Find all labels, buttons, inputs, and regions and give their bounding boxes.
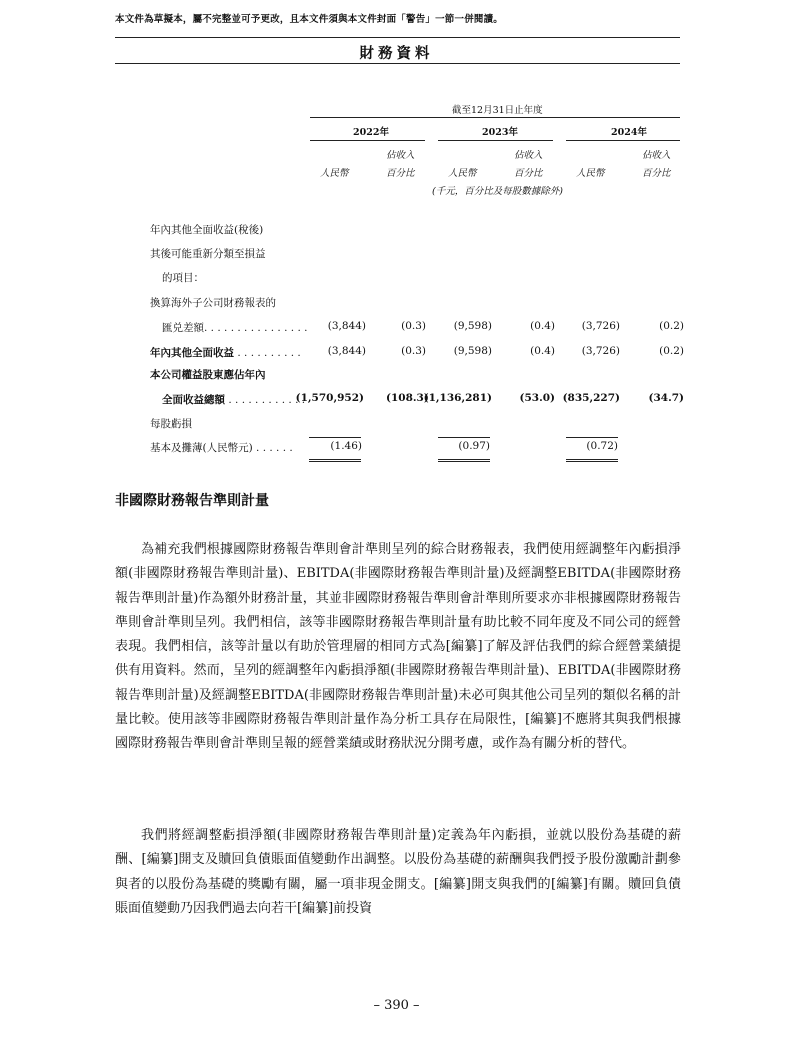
- col-rmb-2023: 人民幣: [448, 168, 477, 179]
- subheading: 非國際財務報告準則計量: [115, 493, 269, 509]
- col-pct-line1-2022: 佔收入: [386, 150, 415, 161]
- col-pct-line1-2023: 佔收入: [514, 150, 543, 161]
- cell-value: (3,844): [327, 345, 366, 357]
- subtotal-rule-2024: [566, 437, 618, 438]
- cell-value: (835,227): [562, 392, 620, 404]
- paragraph-text: 為補充我們根據國際財務報告準則會計準則呈列的綜合財務報表，我們使用經調整年內虧損淨額(非國際財務報告準則計量)、EBITDA(非國際財務報告準則計量)及經調整EBITDA(非國際財務報告準則計量)作為額外財務計量，其並非國際財務報告準則會計準則所要求亦非根據國際財務報告準則會計準則呈列。我們相信，該等非國際財務報告準則計量有助比較不同年度及不同公司的經營表現。我們相信，該等計量以有助於管理層的相同方式為[編纂]了解及評估我們的綜合經營業績提供有用資料。然而，呈列的經調整年內虧損淨額(非國際財務報告準則計量)、EBITDA(非國際財務報告準則計量)及經調整EBITDA(非國際財務報告準則計量)未必可與其他公司呈列的類似名稱的計量比較。使用該等非國際財務報告準則計量作為分析工具存在局限性，[編纂]不應將其與我們根據國際財務報告準則會計準則呈報的經營業績或財務狀況分開考慮，或作為有關分析的替代。: [115, 542, 681, 752]
- paragraph-2: [115, 824, 681, 921]
- row-label-bold: 全面收益總額: [162, 394, 225, 406]
- cell-value: (1,136,281): [423, 392, 492, 404]
- period-header: 截至12月31日止年度: [452, 105, 543, 116]
- subtotal-rule-2022: [309, 437, 361, 438]
- col-pct-line1-2024: 佔收入: [642, 150, 671, 161]
- period-header-rule: [310, 117, 680, 118]
- year-rule-2023: [438, 140, 553, 141]
- cell-pct: (34.7): [648, 392, 684, 404]
- cell-pct: (0.3): [401, 320, 426, 332]
- header-rule-bottom: [115, 63, 680, 64]
- row-label: 換算海外子公司財務報表的: [150, 297, 276, 309]
- cell-value: (9,598): [453, 320, 492, 332]
- year-header-2024: 2024年: [611, 127, 647, 138]
- row-label: 每股虧損: [150, 418, 192, 430]
- year-header-2023: 2023年: [482, 127, 518, 138]
- total-double-rule-2024: [566, 459, 618, 462]
- cell-pct: (108.3): [386, 392, 429, 404]
- row-leader-dots: . . . . . . . . . .: [234, 347, 301, 359]
- cell-pct: (0.2): [659, 345, 684, 357]
- row-leader-dots: . . . . . . . . . . . .: [225, 394, 306, 406]
- cell-value: (0.72): [586, 440, 618, 452]
- row-label: 匯兑差額. . . . . . . . . . . . . . . .: [162, 322, 308, 334]
- col-pct-line2-2023: 百分比: [514, 168, 543, 179]
- col-rmb-2024: 人民幣: [576, 168, 605, 179]
- cell-value: (9,598): [453, 345, 492, 357]
- cell-pct: (53.0): [519, 392, 555, 404]
- col-rmb-2022: 人民幣: [320, 168, 349, 179]
- row-label-bold: 年內其他全面收益: [150, 347, 234, 359]
- cell-pct: (0.3): [401, 345, 426, 357]
- page-number: – 390 –: [373, 998, 420, 1013]
- cell-value: (3,844): [327, 320, 366, 332]
- row-label: 基本及攤薄(人民幣元) . . . . . .: [150, 442, 293, 454]
- cell-value: (3,726): [581, 320, 620, 332]
- total-double-rule-2023: [438, 459, 490, 462]
- cell-value: (3,726): [581, 345, 620, 357]
- paragraph-text: 我們將經調整虧損淨額(非國際財務報告準則計量)定義為年內虧損，並就以股份為基礎的薪酬、[編纂]開支及贖回負債賬面值變動作出調整。以股份為基礎的薪酬與我們授予股份激勵計劃參與者的以股份為基礎的獎勵有關，屬一項非現金開支。[編纂]開支與我們的[編纂]有關。贖回負債賬面值變動乃因我們過去向若干[編纂]前投資: [115, 828, 681, 916]
- row-label: 本公司權益股東應佔年內: [150, 369, 266, 381]
- draft-notice: 本文件為草擬本，屬不完整並可予更改，且本文件須與本文件封面「警告」一節一併閱讀。: [115, 14, 504, 25]
- col-pct-line2-2024: 百分比: [642, 168, 671, 179]
- paragraph-1: [115, 538, 681, 757]
- cell-value: (1,570,952): [295, 392, 364, 404]
- year-rule-2022: [310, 140, 425, 141]
- cell-pct: (0.2): [659, 320, 684, 332]
- cell-pct: (0.4): [530, 320, 555, 332]
- year-rule-2024: [566, 140, 680, 141]
- col-pct-line2-2022: 百分比: [386, 168, 415, 179]
- cell-value: (0.97): [458, 440, 490, 452]
- cell-value: (1.46): [330, 440, 362, 452]
- row-label: 其後可能重新分類至損益: [150, 248, 266, 260]
- subtotal-rule-2023: [438, 437, 490, 438]
- row-label: [150, 345, 301, 360]
- row-label: 的項目：: [162, 272, 204, 284]
- cell-pct: (0.4): [530, 345, 555, 357]
- header-rule-top: [115, 37, 680, 38]
- units-note: (千元，百分比及每股數據除外): [432, 186, 563, 197]
- row-label: 年內其他全面收益(稅後): [150, 224, 264, 236]
- total-double-rule-2022: [309, 459, 361, 462]
- year-header-2022: 2022年: [353, 127, 389, 138]
- section-title: 財務資料: [359, 45, 434, 62]
